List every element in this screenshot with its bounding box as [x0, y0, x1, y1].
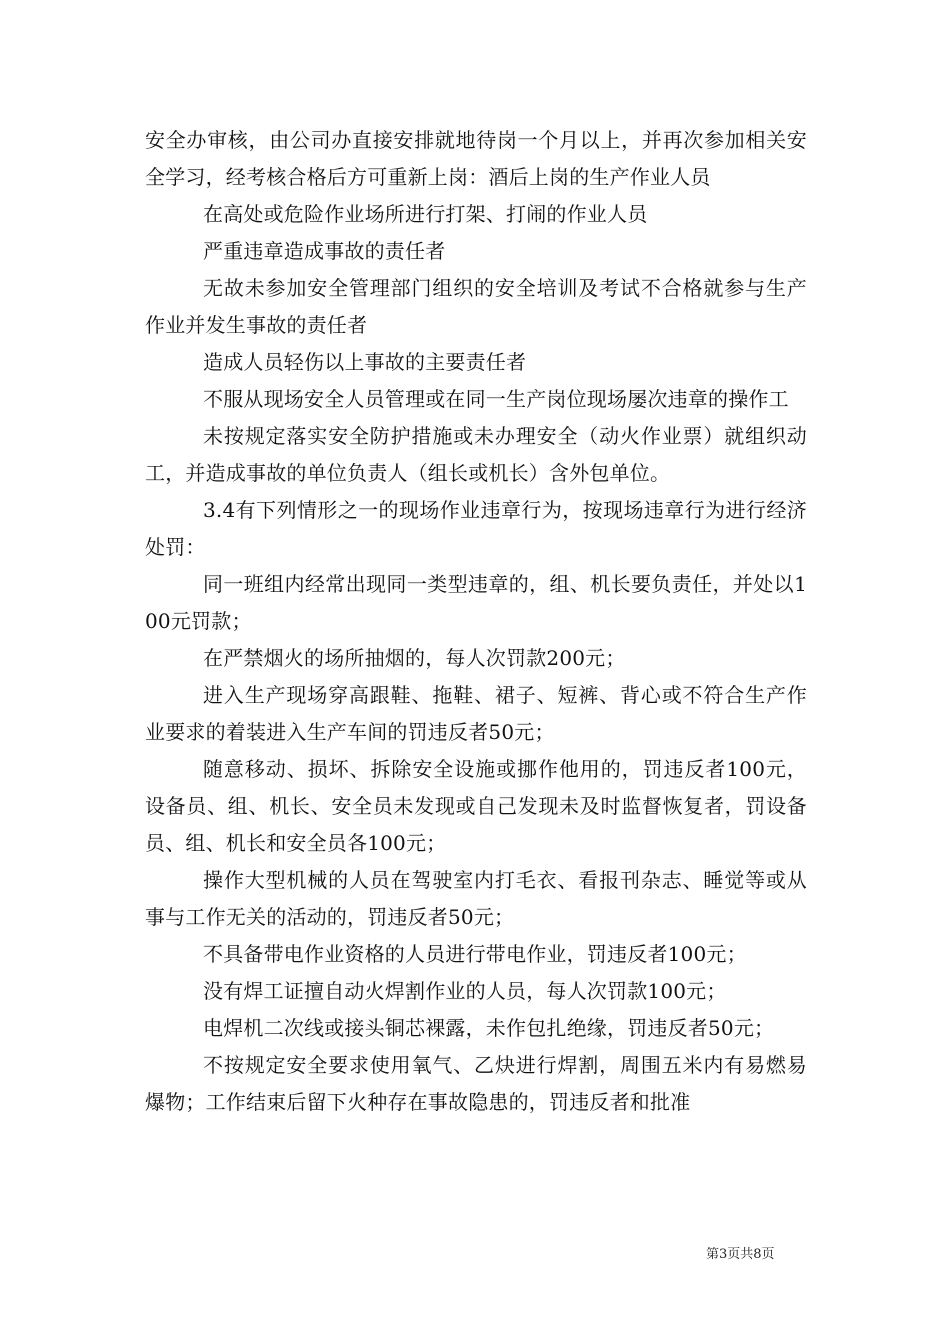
paragraph: 造成人员轻伤以上事故的主要责任者 [203, 350, 527, 374]
paragraph: 同一班组内经常出现同一类型违章的，组、机长要负责任，并处以100元罚款； [145, 572, 807, 633]
paragraph: 不服从现场安全人员管理或在同一生产岗位现场屡次违章的操作工 [203, 387, 789, 411]
paragraph: 没有焊工证擅自动火焊割作业的人员，每人次罚款100元； [203, 979, 727, 1003]
paragraph: 严重违章造成事故的责任者 [203, 239, 446, 263]
paragraph: 在高处或危险作业场所进行打架、打闹的作业人员 [203, 202, 648, 226]
paragraph: 在严禁烟火的场所抽烟的，每人次罚款200元； [203, 646, 626, 670]
paragraph: 操作大型机械的人员在驾驶室内打毛衣、看报刊杂志、睡觉等或从事与工作无关的活动的，罚违反者50元； [145, 868, 807, 929]
page-number: 第3页共8页 [706, 1247, 775, 1262]
paragraph: 不具备带电作业资格的人员进行带电作业，罚违反者100元； [203, 942, 747, 966]
paragraph: 3.4有下列情形之一的现场作业违章行为，按现场违章行为进行经济处罚： [145, 498, 807, 559]
paragraph: 随意移动、损坏、拆除安全设施或挪作他用的，罚违反者100元，设备员、组、机长、安全员未发现或自己发现未及时监督恢复者，罚设备员、组、机长和安全员各100元； [145, 757, 807, 855]
paragraph: 无故未参加安全管理部门组织的安全培训及考试不合格就参与生产作业并发生事故的责任者 [145, 276, 807, 337]
paragraph: 进入生产现场穿高跟鞋、拖鞋、裙子、短裤、背心或不符合生产作业要求的着装进入生产车间的罚违反者50元； [145, 683, 807, 744]
paragraph: 未按规定落实安全防护措施或未办理安全（动火作业票）就组织动工，并造成事故的单位负责人（组长或机长）含外包单位。 [145, 424, 807, 485]
paragraph: 安全办审核，由公司办直接安排就地待岗一个月以上，并再次参加相关安全学习，经考核合格后方可重新上岗：酒后上岗的生产作业人员 [145, 128, 807, 189]
paragraph: 电焊机二次线或接头铜芯裸露，未作包扎绝缘，罚违反者50元； [203, 1016, 775, 1040]
document-body [145, 122, 807, 1121]
paragraph: 不按规定安全要求使用氧气、乙炔进行焊割，周围五米内有易燃易爆物；工作结束后留下火种存在事故隐患的，罚违反者和批准 [145, 1053, 807, 1114]
